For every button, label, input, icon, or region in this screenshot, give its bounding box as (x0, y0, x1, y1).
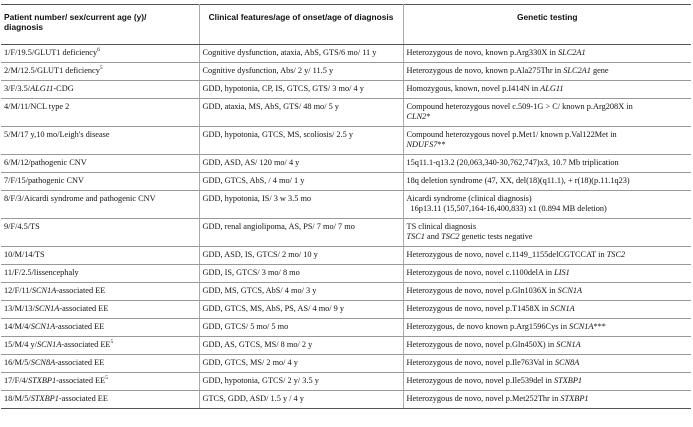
patient-cell (1, 173, 199, 191)
gene-name: SLC2A1 (557, 48, 586, 57)
clinical-features-text: GDD, hypotonia, GTCS/ 2 y/ 3.5 y (202, 376, 319, 385)
patient-cell (1, 219, 199, 247)
clinical-features-text: GDD, AS, GTCS, MS/ 8 mo/ 2 y (202, 340, 313, 349)
gene-name: SCN8A (554, 358, 580, 367)
genetic-testing-cell (403, 355, 691, 373)
genetic-testing-cell (403, 337, 691, 355)
clinical-features-cell (199, 127, 403, 155)
table-row (1, 63, 691, 81)
genetic-testing-cell (403, 155, 691, 173)
genetic-testing-text: Aicardi syndrome (clinical diagnosis) (406, 194, 532, 203)
gene-name: SCN1A (31, 286, 57, 295)
genetic-testing-text: Heterozygous de novo, known p.Arg330X in (406, 48, 558, 57)
table-row (1, 373, 691, 391)
clinical-features-cell (199, 45, 403, 63)
genetic-testing-line1 (407, 394, 689, 404)
genetic-testing-suffix: ** (437, 140, 446, 149)
patient-text: 5/M/17 y,10 mo/Leigh's disease (4, 130, 110, 139)
table-header-row (1, 5, 691, 45)
genetic-testing-cell (403, 301, 691, 319)
genetic-testing-text: Compound heterozygous novel p.Met1/ known p.Val122Met in (406, 130, 617, 139)
genetic-testing-text: 15q11.1-q13.2 (20,063,340-30,762,747)x3, 10.7 Mb triplication (406, 158, 619, 167)
patient-text: 10/M/14/TS (4, 250, 45, 259)
patient-text: 3/F/3.5/ (4, 84, 31, 93)
table-row (1, 355, 691, 373)
table-body (1, 45, 691, 409)
patient-cell (1, 355, 199, 373)
table-row (1, 391, 691, 409)
patient-text-suffix: -associated EE (55, 322, 105, 331)
patient-text: 9/F/4.5/TS (4, 222, 40, 231)
table-row (1, 283, 691, 301)
clinical-features-cell (199, 81, 403, 99)
genetic-testing-line1 (407, 84, 689, 94)
header-patient (1, 5, 199, 45)
genetic-testing-line1 (407, 130, 689, 140)
genetic-testing-line1 (407, 176, 689, 186)
patient-text-suffix: -associated EE (61, 340, 111, 349)
patient-text: 13/M/13/ (4, 304, 35, 313)
genetic-testing-line1 (407, 48, 689, 58)
genetic-testing-cell (403, 265, 691, 283)
table-row (1, 219, 691, 247)
genetic-testing-cell (403, 173, 691, 191)
gene-name: SCN1A (36, 340, 62, 349)
clinical-features-cell (199, 63, 403, 81)
genetic-testing-line1 (407, 322, 689, 332)
genetic-testing-line1 (407, 286, 689, 296)
genetic-testing-cell (403, 63, 691, 81)
genetic-testing-text: Heterozygous de novo, novel p.Met252Thr in (406, 394, 561, 403)
clinical-features-cell (199, 319, 403, 337)
patient-cell (1, 45, 199, 63)
table-row (1, 45, 691, 63)
genetic-testing-line1 (407, 376, 689, 386)
table-row (1, 99, 691, 127)
clinical-features-cell (199, 283, 403, 301)
clinical-features-cell (199, 155, 403, 173)
table-row (1, 191, 691, 219)
genetic-testing-cell (403, 219, 691, 247)
clinical-features-text: GDD, IS, GTCS/ 3 mo/ 8 mo (202, 268, 300, 277)
table-row (1, 319, 691, 337)
patient-text-suffix: -associated EE (56, 376, 106, 385)
gene-name: SCN1A (30, 322, 56, 331)
genetic-testing-cell (403, 319, 691, 337)
patient-cell (1, 247, 199, 265)
genetic-testing-cell (403, 391, 691, 409)
genetic-testing-suffix: genetic tests negative (459, 232, 533, 241)
gene-name: TSC2 (441, 232, 460, 241)
reference-superscript: 6 (97, 47, 100, 54)
genetic-testing-cell (403, 81, 691, 99)
genetic-testing-line1 (407, 194, 689, 204)
genetic-testing-cell (403, 45, 691, 63)
genetic-testing-text: Compound heterozygous novel c.509-1G > C/ known p.Arg208X in (406, 102, 633, 111)
genetic-testing-line1 (407, 340, 689, 350)
genetic-testing-text: Heterozygous de novo, novel p.Ile763Val in (406, 358, 555, 367)
gene-name: ALG11 (540, 84, 564, 93)
clinical-features-text: Cognitive dysfunction, Abs/ 2 y/ 11.5 y (202, 66, 334, 75)
genetic-testing-text: Heterozygous de novo, novel c.1149_1155delCGTCCAT in (406, 250, 607, 259)
patient-cell (1, 191, 199, 219)
genetic-testing-cell (403, 373, 691, 391)
clinical-features-text: Cognitive dysfunction, ataxia, AbS, GTS/6 mo/ 11 y (202, 48, 377, 57)
reference-superscript: 5 (110, 339, 114, 346)
table-row (1, 81, 691, 99)
clinical-features-cell (199, 301, 403, 319)
genetic-testing-line2 (407, 204, 689, 214)
gene-name: SLC2A1 (563, 66, 591, 75)
clinical-features-text: GDD, ASD, AS/ 120 mo/ 4 y (202, 158, 300, 167)
header-patient-line2: diagnosis (4, 22, 44, 32)
patient-cell (1, 127, 199, 155)
gene-name: STXBP1 (560, 394, 589, 403)
gene-name: TSC2 (606, 250, 626, 259)
clinical-features-cell (199, 191, 403, 219)
table-row (1, 301, 691, 319)
clinical-features-text: GDD, ataxia, MS, AbS, GTS/ 48 mo/ 5 y (202, 102, 339, 111)
patient-cell (1, 283, 199, 301)
clinical-features-cell (199, 219, 403, 247)
genetic-testing-conjunction: and (424, 232, 442, 241)
patient-text: 18/M/5/ (4, 394, 31, 403)
clinical-features-text: GDD, GTCS, MS, AbS, PS, AS/ 4 mo/ 9 y (202, 304, 345, 313)
gene-name: ALG11 (30, 84, 54, 93)
clinical-features-cell (199, 391, 403, 409)
genetic-testing-text: Heterozygous de novo, novel p.Gln1036X in (406, 286, 558, 295)
clinical-features-text: GDD, GTCS, AbS, / 4 mo/ 1 y (202, 176, 305, 185)
patient-cell (1, 391, 199, 409)
genetic-testing-text: TS clinical diagnosis (406, 222, 477, 231)
patient-text: 16/M/5/ (4, 358, 31, 367)
patient-text: 4/M/11/NCL type 2 (4, 102, 70, 111)
gene-name: STXBP1 (27, 376, 57, 385)
clinical-features-text: GDD, GTCS, MS/ 2 mo/ 4 y (202, 358, 298, 367)
genetic-testing-text-line2: 16p13.11 (15,507,164-16,400,833) x1 (0.894 MB deletion) (410, 204, 607, 213)
genetic-testing-cell (403, 191, 691, 219)
genetic-testing-line1 (407, 102, 689, 112)
clinical-features-cell (199, 355, 403, 373)
table-row (1, 337, 691, 355)
gene-name: SCN1A (569, 322, 594, 331)
patient-cell (1, 99, 199, 127)
gene-name: TSC1 (406, 232, 425, 241)
genetic-testing-suffix: gene (590, 66, 609, 75)
gene-name: STXBP1 (553, 376, 583, 385)
gene-name: SCN1A (556, 340, 581, 349)
genetic-testing-text: Heterozygous de novo, known p.Ala275Thr in (406, 66, 564, 75)
clinical-features-text: GDD, hypotonia, IS/ 3 w 3.5 mo (202, 194, 312, 203)
patient-cell (1, 81, 199, 99)
patient-text-suffix: -associated EE (59, 304, 109, 313)
clinical-features-text: GDD, renal angiolipoma, AS, PS/ 7 mo/ 7 mo (202, 222, 355, 231)
genetic-testing-line1 (407, 158, 689, 168)
patient-text: 17/F/4/ (4, 376, 28, 385)
patient-cell (1, 337, 199, 355)
patient-text: 2/M/12.5/GLUT1 deficiency (4, 66, 100, 75)
patient-cell (1, 155, 199, 173)
clinical-features-cell (199, 373, 403, 391)
genetic-testing-cell (403, 283, 691, 301)
genetic-testing-line1 (407, 358, 689, 368)
patient-text-suffix: -CDG (53, 84, 74, 93)
gene-name: LIS1 (554, 268, 570, 277)
genetic-testing-line1 (407, 222, 689, 232)
genetic-testing-cell (403, 127, 691, 155)
gene-name: SCN8A (30, 358, 56, 367)
gene-name: SCN1A (550, 304, 575, 313)
patient-text: 7/F/15/pathogenic CNV (4, 176, 84, 185)
genetic-testing-text: Heterozygous, de novo known p.Arg1596Cys in (406, 322, 570, 331)
clinical-features-text: GDD, ASD, IS, GTCS/ 2 mo/ 10 y (202, 250, 318, 259)
table-row (1, 265, 691, 283)
header-genetic-testing: Genetic testing (403, 5, 691, 45)
patient-text-suffix: -associated EE (55, 358, 105, 367)
gene-name: CLN2 (406, 112, 427, 121)
patient-text: 1/F/19.5/GLUT1 deficiency (4, 48, 98, 57)
patient-text: 14/M/4/ (4, 322, 31, 331)
patient-text: 11/F/2.5/lissencephaly (4, 268, 79, 277)
genetic-testing-line1 (407, 268, 689, 278)
genetic-testing-text: Heterozygous de novo, novel c.1100delA in (406, 268, 555, 277)
header-clinical-features: Clinical features/age of onset/age of diagnosis (199, 5, 403, 45)
genetic-testing-text: 18q deletion syndrome (47, XX, del(18)(q11.1), + r(18)(p.11.1q23) (406, 176, 630, 185)
genetic-testing-cell (403, 247, 691, 265)
patient-text: 15/M/4 y/ (4, 340, 37, 349)
genetic-testing-line1 (407, 250, 689, 260)
genetic-testing-suffix: *** (593, 322, 606, 331)
reference-superscript: 5 (105, 375, 108, 382)
clinical-features-text: GTCS, GDD, ASD/ 1.5 y / 4 y (202, 394, 304, 403)
genetic-testing-line1 (407, 304, 689, 314)
genetic-testing-suffix: * (426, 112, 431, 121)
genetic-testing-text: Heterozygous de novo, novel p.T1458X in (406, 304, 551, 313)
clinical-features-cell (199, 265, 403, 283)
genetic-testing-text: Homozygous, known, novel p.I414N in (406, 84, 541, 93)
genetic-testing-text: Heterozygous de novo, novel p.Gln450X) in (406, 340, 557, 349)
clinical-features-text: GDD, hypotonia, GTCS, MS, scoliosis/ 2.5 y (202, 130, 354, 139)
table-row (1, 127, 691, 155)
clinical-features-cell (199, 247, 403, 265)
header-patient-line1: Patient number/ sex/current age (y)/ (4, 12, 147, 22)
clinical-features-text: GDD, hypotonia, CP, IS, GTCS, GTS/ 3 mo/ 4 y (202, 84, 364, 93)
genetic-testing-line2 (407, 112, 689, 122)
genetic-testing-line1 (407, 66, 689, 76)
genetic-findings-table (1, 4, 691, 409)
clinical-features-cell (199, 173, 403, 191)
gene-name: STXBP1 (30, 394, 59, 403)
patient-text: 6/M/12/pathogenic CNV (4, 158, 87, 167)
genetic-testing-cell (403, 99, 691, 127)
clinical-features-text: GDD, GTCS/ 5 mo/ 5 mo (202, 322, 289, 331)
patient-cell (1, 63, 199, 81)
patient-cell (1, 301, 199, 319)
gene-name: NDUFS7 (406, 140, 438, 149)
clinical-features-text: GDD, MS, GTCS, AbS/ 4 mo/ 3 y (202, 286, 317, 295)
genetic-testing-text: Heterozygous de novo, novel p.Ile539del in (406, 376, 554, 385)
genetic-testing-line2 (407, 140, 689, 150)
patient-cell (1, 373, 199, 391)
patient-text: 12/F/11/ (4, 286, 32, 295)
patient-text-suffix: -associated EE (58, 394, 108, 403)
table-row (1, 173, 691, 191)
clinical-features-cell (199, 99, 403, 127)
reference-superscript: 5 (99, 65, 103, 72)
clinical-features-cell (199, 337, 403, 355)
gene-name: SCN1A (557, 286, 583, 295)
patient-cell (1, 265, 199, 283)
table-row (1, 247, 691, 265)
genetic-testing-line2 (407, 232, 689, 242)
patient-text-suffix: -associated EE (56, 286, 106, 295)
table-row (1, 155, 691, 173)
gene-name: SCN1A (34, 304, 60, 313)
patient-cell (1, 319, 199, 337)
patient-text: 8/F/3/Aicardi syndrome and pathogenic CNV (4, 194, 156, 203)
